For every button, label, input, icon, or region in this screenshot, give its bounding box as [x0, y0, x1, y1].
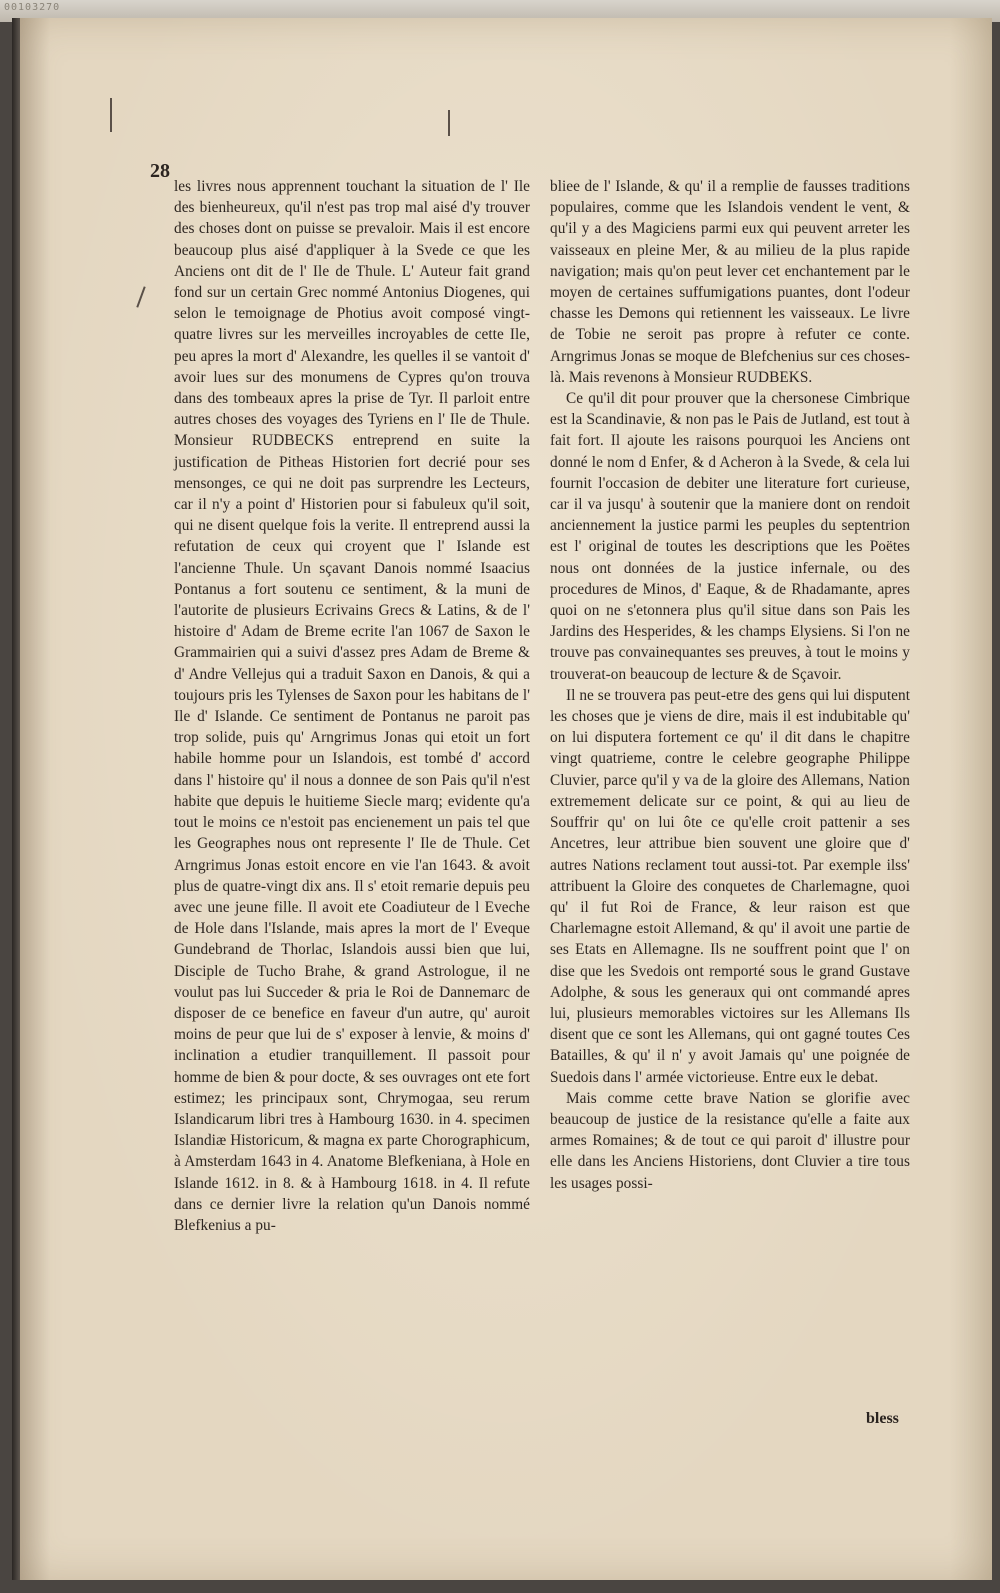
paragraph: Mais comme cette brave Nation se glorifie avec beaucoup de justice de la resistance qu'elle a faite aux armes Romaines; & de tout ce qui paroit d' illustre pour elle dans les Anciens Historiens, dont Cluvier a tire tous les usages possi-	[550, 1089, 910, 1192]
catchword: bless	[866, 1410, 899, 1427]
right-column	[550, 176, 910, 1194]
ink-mark	[110, 98, 112, 132]
page-number: 28	[150, 160, 170, 182]
paragraph: bliee de l' Islande, & qu' il a remplie de fausses traditions populaires, comme que les Islandois vendent le vent, & qu'il y a des Magiciens parmi eux qui peuvent arreter les vaisseaux en pleine Mer, & au milieu de la plus rapide navigation; mais qu'on peut lever cet enchantement par le moyen de certaines suffumigations puantes, dont l'odeur chasse les Demons qui retiennent les vaisseaux. Le livre de Tobie ne seroit pas propre à refuter ce conte. Arngrimus Jonas se moque de Blefchenius sur ces choses-là. Mais revenons à Monsieur RUDBEKS.	[550, 178, 910, 386]
paragraph: Ce qu'il dit pour prouver que la chersonese Cimbrique est la Scandinavie, & non pas le Pais de Jutland, est tout à fait fort. Il ajoute les raisons pourquoi les Anciens ont donné le nom d Enfer, & d Acheron à la Svede, & cela lui fournit l'occasion de debiter une literature fort curieuse, car il va jusqu' à soutenir que la maniere dont on rendoit anciennement la justice parmi les peuples du septentrion est l' original de toutes les descriptions que les Poëtes nous ont données de la justice infernale, ou des procedures de Minos, d' Eaque, & de Rhadamante, apres quoi on ne s'etonnera plus qu'il situe dans son Pais les Jardins des Hesperides, & les champs Elysiens. Si l'on ne trouve pas convainequantes ses preuves, à tout le moins y trouverat-on beaucoup de lecture & de Sçavoir.	[550, 390, 910, 683]
ink-mark	[136, 286, 145, 307]
paragraph: les livres nous apprennent touchant la situation de l' Ile des bienheureux, qu'il n'est pas trop mal aisé d'y trouver des choses dont on puisse se prevaloir. Mais il est encore beaucoup plus aisé d'appliquer à la Svede ce que les Anciens ont dit de l' Ile de Thule. L' Auteur fait grand fond sur un certain Grec nommé Antonius Diogenes, qui selon le temoignage de Photius avoit composé vingt-quatre livres sur les merveilles incroyables de cette Ile, peu apres la mort d' Alexandre, les quelles il se vantoit d' avoir lues sur des monumens de Cypres qu'on trouva dans des tombeaux apres la prise de Tyr. Il parloit entre autres choses des voyages des Tyriens en l' Ile de Thule. Monsieur RUDBECKS entreprend en suite la justification de Pitheas Historien fort decrié pour ses mensonges, ce qui ne doit pas surprendre les Lecteurs, car il n'y a point d' Historien pour si fabuleux qu'il soit, qui ne disent quelque fois la verite. Il entreprend aussi la refutation de ceux qui croyent que l' Islande est l'ancienne Thule. Un sçavant Danois nommé Isaacius Pontanus a fort soutenu ce sentiment, & la muni de l'autorite de plusieurs Ecrivains Grecs & Latins, & de l' histoire d' Adam de Breme ecrite l'an 1067 de Saxon le Grammairien qui a suivi d'assez pres Adam de Breme & d' Andre Vellejus qui a traduit Saxon en Danois, & qui a toujours pris les Tylenses de Saxon pour les habitans de l' Ile d' Islande. Ce sentiment de Pontanus ne paroit pas trop solide, puis qu' Arngrimus Jonas qui etoit un fort habile homme pour un Islandois, est tombé d' accord dans l' histoire qu' il nous a donnee de son Pais qu'il n'est habite que depuis le huitieme Siecle marq; evidente qu'a tout le moins ce n'estoit pas encienement un pais tel que les Geographes nous ont represente l' Ile de Thule. Cet Arngrimus Jonas estoit encore en vie l'an 1643. & avoit plus de quatre-vingt dix ans. Il s' etoit remarie depuis peu avec une jeune fille. Il avoit ete Coadiuteur de l Eveche de Hole dans l'Islande, mais apres la mort de l' Eveque Gundebrand de Thorlac, Islandois aussi bien que lui, Disciple de Tucho Brahe, & grand Astrologue, il ne voulut pas lui Succeder & pria le Roi de Dannemarc de disposer de ce benefice en faveur d'un autre, qu' auroit moins de peur que lui de s' exposer à lenvie, & moins d' inclination a etudier tranquillement. Il passoit pour homme de bien & pour docte, & ses ouvrages ont ete fort estimez; les principaux sont, Chrymogaa, seu rerum Islandicarum libri tres à Hambourg 1630. in 4. specimen Islandiæ Historicum, & magna ex parte Chorographicum, à Amsterdam 1643 in 4. Anatome Blefkeniana, à Hole en Islande 1612. in 8. & à Hambourg 1618. in 4. Il refute dans ce dernier livre la relation qu'un Danois nommé Blefkenius a pu-	[174, 178, 530, 1234]
paragraph: Il ne se trouvera pas peut-etre des gens qui lui disputent les choses que je viens de dire, mais il est indubitable qu' on lui disputera fortement ce qu' il dit dans le chapitre vingt quatrieme, contre le celebre geographe Philippe Cluvier, parce qu'il y va de la gloire des Allemans, Nation extremement delicate sur ce point, & qui au lieu de Souffrir qu' on lui ôte ce qu'elle croit pattenir a ses Ancetres, leur attribue bien souvent une gloire que d' autres Nations reclament tout aussi-tot. Par exemple ilss' attribuent la Gloire des conquetes de Charlemagne, quoi qu' il fut Roi de France, & leur raison est que Charlemagne estoit Allemand, & qu' il avoit une partie de ses Etats en Allemagne. Ils ne souffrent point que l' on dise que les Svedois ont remporté sous le grand Gustave Adolphe, & sous les generaux qui ont commandé apres lui, plusieurs memorables victoires sur les Allemans Ils disent que ce sont les Allemans, qui ont gagné toutes Ces Batailles, & qu' il n' y avoit Jamais qu' une poignée de Suedois dans l' armée victorieuse. Entre eux le debat.	[550, 686, 910, 1086]
ink-mark	[448, 110, 450, 136]
left-column	[174, 176, 530, 1236]
scan-id-label: 00103270	[4, 2, 61, 13]
